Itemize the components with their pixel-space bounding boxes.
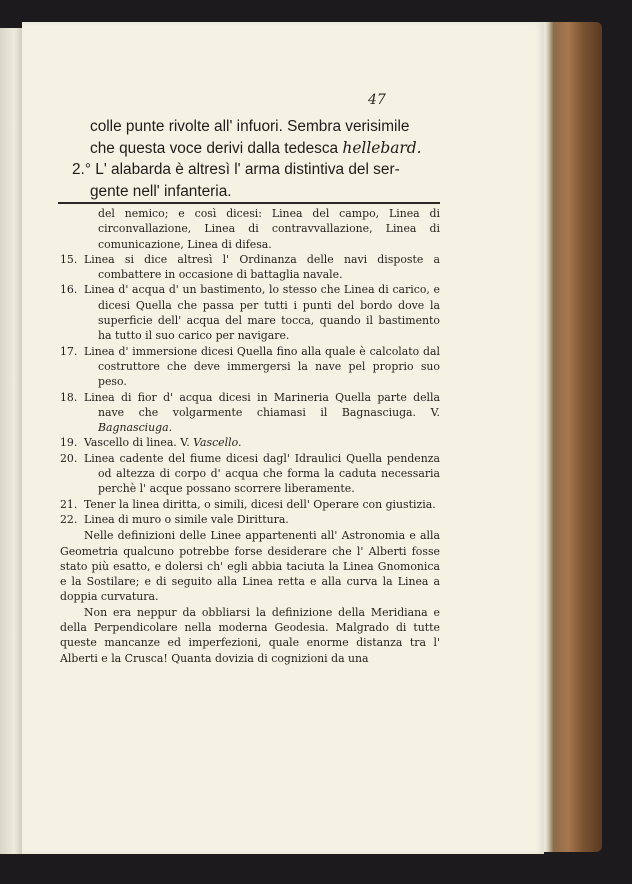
note-text: Linea d' acqua d' un bastimento, lo stesso che Linea di carico, e dicesi Quella che passa per tutti i punti del bordo dove la superficie dell' acqua del mare tocca, quando il bastimento ha tutto il suo carico per navigare. xyxy=(84,283,440,343)
adjacent-page-edge xyxy=(0,28,24,854)
note-item xyxy=(60,390,440,436)
note-number: 22. xyxy=(60,512,78,526)
note-number: 18. xyxy=(60,390,78,404)
note-item xyxy=(60,451,440,497)
book-page xyxy=(22,22,544,854)
continuation-text: del nemico; e così dicesi: Linea del campo, Linea di circonvallazione, Linea di contravvallazione, Linea di comunicazione, Linea di difesa. xyxy=(98,207,440,251)
note-text: Linea cadente del fiume dicesi dagl' Idraulici Quella pendenza od altezza di corpo d' acqua che forma la caduta necessaria perchè l' acque possano scorrere liberamente. xyxy=(84,451,440,496)
body-paragraph: Non era neppur da obbliarsi la definizione della Meridiana e della Perpendicolare nella moderna Geodesia. Malgrado di tutte queste mancanze ed imperfezioni, quale enorme distanza tra l' Alberti e la Crusca! Quanta dovizia di cognizioni da una xyxy=(60,605,440,665)
note-item xyxy=(60,512,440,527)
note-text: Tener la linea diritta, o simili, dicesi dell' Operare con giustizia. xyxy=(84,497,436,511)
body-paragraph: Nelle definizioni delle Linee appartenenti all' Astronomia e alla Geometria qualcuno potrebbe forse desiderare che l' Alberti fosse stato più esatto, e dolersi ch' egli abbia taciuta la Linea Gnomonica e la Sostilare; e di seguito alla Linea retta e alla curva la Linea a doppia curvatura. xyxy=(60,529,440,604)
notes-section xyxy=(60,206,440,666)
footnote-rule xyxy=(58,202,440,204)
top-line-4: gente nell' infanteria. xyxy=(90,182,232,200)
note-item xyxy=(60,282,440,343)
note-number: 19. xyxy=(60,436,78,450)
note-text-with-italic: Linea di fior d' acqua dicesi in Marineria Quella parte della nave che volgarmente chiamasi il Bagnasciuga. V. Bagnasciuga. xyxy=(84,390,440,435)
note-item xyxy=(60,252,440,283)
note-text: Linea d' immersione dicesi Quella fino alla quale è calcolato dal costruttore che deve immergersi la nave pel proprio suo peso. xyxy=(84,344,440,389)
note-italic: Bagnasciuga. xyxy=(98,421,173,435)
top-line-1: colle punte rivolte all' infuori. Sembra verisimile xyxy=(90,118,410,135)
main-text-top xyxy=(72,116,430,202)
book-spine xyxy=(540,22,602,852)
note-text: Linea di muro o simile vale Dirittura. xyxy=(84,512,289,526)
note-item xyxy=(60,497,440,512)
note-text-with-italic: Vascello di linea. V. Vascello. xyxy=(84,436,242,450)
note-number: 21. xyxy=(60,497,78,511)
note-number: 20. xyxy=(60,451,78,465)
note-item xyxy=(60,344,440,390)
page-number: 47 xyxy=(368,92,386,108)
top-line-2: che questa voce derivi dalla tedesca hellebard. xyxy=(90,138,422,157)
note-italic: Vascello. xyxy=(193,436,242,450)
note-number: 16. xyxy=(60,283,78,297)
note-number: 15. xyxy=(60,252,78,266)
note-number: 17. xyxy=(60,344,78,358)
top-line-3: 2.° L' alabarda è altresì l' arma distintiva del ser- xyxy=(72,161,400,178)
top-line-2-italic: hellebard. xyxy=(342,138,422,157)
note-item xyxy=(60,435,440,450)
note-text: Linea si dice altresì l' Ordinanza delle navi disposte a combattere in occasione di battaglia navale. xyxy=(84,252,440,282)
